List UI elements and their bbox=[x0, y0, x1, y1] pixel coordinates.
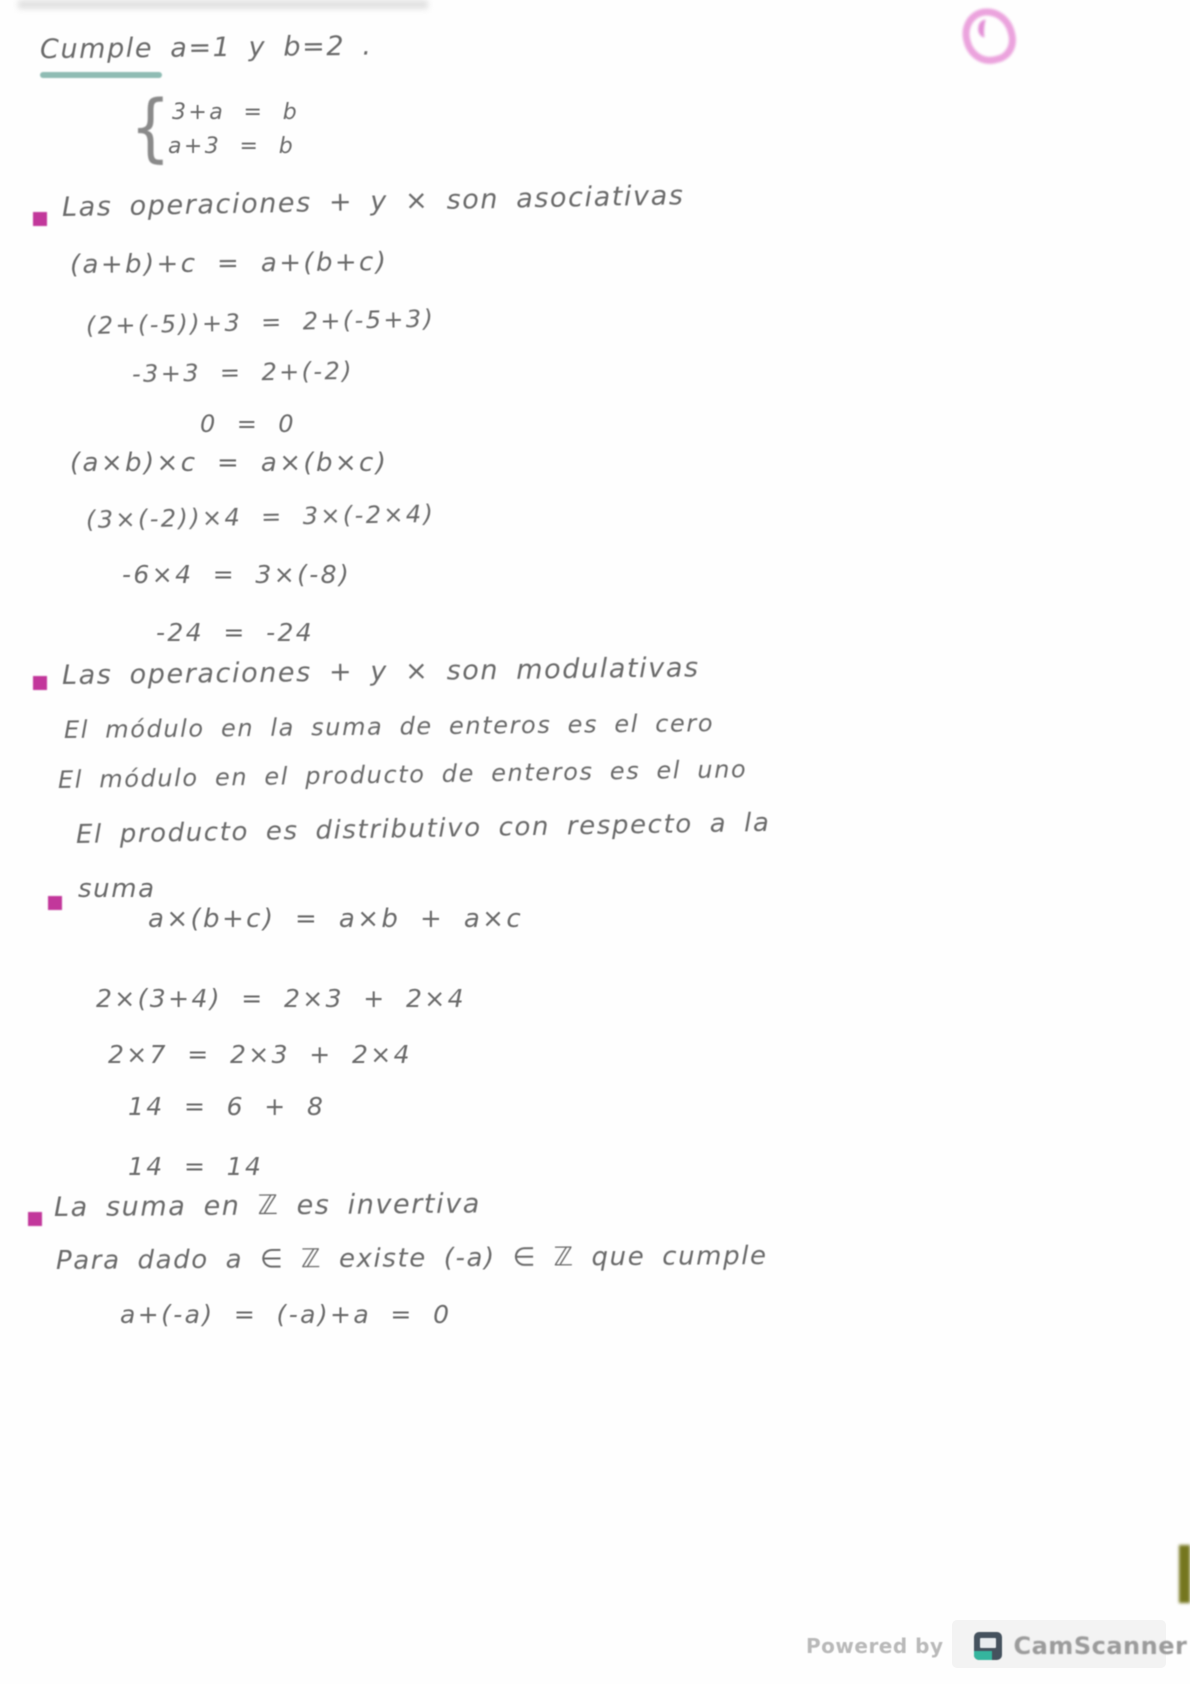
formula-line: -6×4 = 3×(-8) bbox=[122, 560, 352, 589]
distributive-heading: El producto es distributivo con respecto a la bbox=[75, 807, 771, 850]
scan-corner-artifact bbox=[1179, 1545, 1190, 1603]
formula-line: -3+3 = 2+(-2) bbox=[131, 356, 355, 388]
title-underline bbox=[40, 72, 162, 78]
formula-line: -24 = -24 bbox=[156, 618, 315, 647]
invertive-rule: Para dado a ∈ ℤ existe (-a) ∈ ℤ que cumple bbox=[55, 1241, 768, 1276]
formula-line: 0 = 0 bbox=[200, 410, 296, 438]
formula-line: 2×(3+4) = 2×3 + 2×4 bbox=[96, 984, 466, 1013]
watermark-brand-label: CamScanner bbox=[1013, 1632, 1188, 1660]
formula-line: a×(b+c) = a×b + a×c bbox=[148, 904, 524, 934]
formula-line: (a×b)×c = a×(b×c) bbox=[70, 448, 389, 478]
doodle-stroke bbox=[977, 19, 993, 38]
formula-line: (3×(-2))×4 = 3×(-2×4) bbox=[85, 499, 436, 534]
formula-line: a+(-a) = (-a)+a = 0 bbox=[120, 1300, 452, 1329]
page-title: Cumple a=1 y b=2 . bbox=[39, 30, 373, 65]
formula-line: 14 = 6 + 8 bbox=[128, 1092, 326, 1121]
modulative-heading: Las operaciones + y × son modulativas bbox=[61, 652, 700, 691]
watermark bbox=[806, 1629, 1187, 1663]
scan-smudge bbox=[18, 0, 428, 9]
pink-circle-doodle bbox=[957, 3, 1021, 70]
formula-line: (2+(-5))+3 = 2+(-5+3) bbox=[85, 304, 436, 340]
bullet-marker bbox=[28, 1212, 42, 1226]
camscanner-logo-icon bbox=[974, 1632, 1002, 1660]
bullet-marker bbox=[33, 676, 47, 690]
distributive-heading-cont: suma bbox=[78, 874, 156, 904]
invertive-heading: La suma en ℤ es invertiva bbox=[53, 1188, 482, 1223]
camscanner-logo-teal-accent bbox=[974, 1651, 992, 1660]
modulative-rule: El módulo en la suma de enteros es el cero bbox=[63, 709, 715, 744]
system-brace: { bbox=[130, 86, 171, 172]
modulative-rule: El módulo en el producto de enteros es el uno bbox=[57, 755, 748, 794]
system-equation-1: 3+a = b bbox=[172, 100, 300, 125]
formula-line: 2×7 = 2×3 + 2×4 bbox=[108, 1040, 412, 1069]
system-equation-2: a+3 = b bbox=[168, 134, 296, 159]
bullet-marker bbox=[33, 212, 47, 226]
formula-line: (a+b)+c = a+(b+c) bbox=[69, 247, 389, 280]
formula-line: 14 = 14 bbox=[128, 1152, 264, 1181]
camscanner-logo-glyph bbox=[980, 1638, 996, 1648]
watermark-powered-by-label: Powered by bbox=[806, 1634, 944, 1658]
bullet-marker bbox=[48, 896, 62, 910]
associative-heading: Las operaciones + y × son asociativas bbox=[61, 180, 685, 223]
